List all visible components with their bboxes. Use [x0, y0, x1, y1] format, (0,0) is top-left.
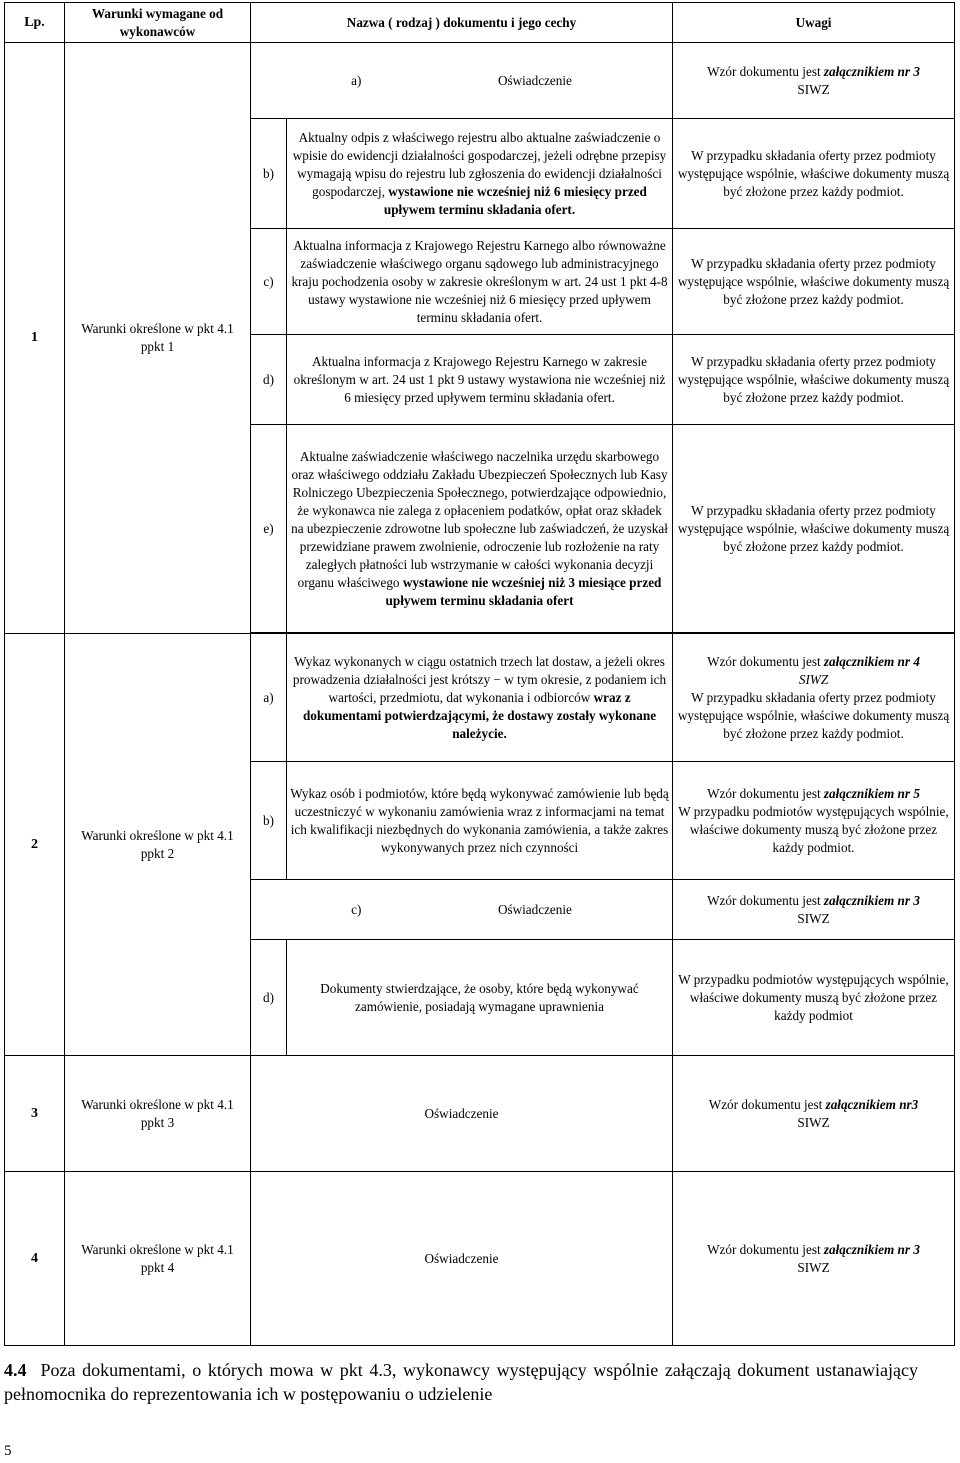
letter-2d: d): [251, 940, 287, 1056]
page-number: 5: [4, 1443, 12, 1459]
note-1a: Wzór dokumentu jest załącznikiem nr 3 SIWZ: [673, 43, 955, 119]
note-3: Wzór dokumentu jest załącznikiem nr3 SIWZ: [673, 1056, 955, 1172]
table-row: [5, 43, 955, 119]
note-2c: Wzór dokumentu jest załącznikiem nr 3 SIWZ: [673, 880, 955, 940]
letter-1d: d): [251, 335, 287, 425]
note-1e: W przypadku składania oferty przez podmioty występujące wspólnie, właściwe dokumenty muszą być złożone przez każdy podmiot.: [673, 425, 955, 633]
doc-2c-text: Oświadczenie: [497, 901, 572, 917]
documents-table: [4, 2, 955, 1346]
note-2a-attachment: załącznikiem nr 4: [823, 653, 920, 669]
letter-2c: c): [351, 901, 362, 917]
footer-paragraph: [4, 1358, 918, 1406]
letter-2b: b): [251, 762, 287, 880]
note-1d: W przypadku składania oferty przez podmioty występujące wspólnie, właściwe dokumenty muszą być złożone przez każdy podmiot.: [673, 335, 955, 425]
header-doc-name: Nazwa ( rodzaj ) dokumentu i jego cechy: [251, 3, 673, 43]
doc-1c: Aktualna informacja z Krajowego Rejestru Karnego albo równoważne zaświadczenie właściwego organu sądowego lub administracyjnego kraju pochodzenia osoby w zakresie określonym w art. 24 ust 1 pkt 4-8 ustawy wystawione nie wcześniej niż 6 miesięcy przed upływem terminu składania ofert.: [287, 229, 673, 335]
table-header-row: [5, 3, 955, 43]
table-row: [5, 1172, 955, 1346]
condition-1: Warunki określone w pkt 4.1 ppkt 1: [65, 43, 251, 634]
note-2b: Wzór dokumentu jest załącznikiem nr 5 W przypadku podmiotów występujących wspólnie, właściwe dokumenty muszą być złożone przez każdy podmiot.: [673, 762, 955, 880]
doc-1a: [251, 43, 673, 119]
doc-1d: Aktualna informacja z Krajowego Rejestru Karnego w zakresie określonym w art. 24 ust 1 pkt 9 ustawy wystawiona nie wcześniej niż 6 miesięcy przed upływem terminu składania ofert.: [287, 335, 673, 425]
letter-1a: a): [351, 72, 362, 88]
header-conditions: Warunki wymagane od wykonawców: [65, 3, 251, 43]
note-2c-attachment: załącznikiem nr 3: [823, 892, 920, 908]
note-2a: Wzór dokumentu jest załącznikiem nr 4 SIWZ W przypadku składania oferty przez podmioty występujące wspólnie, właściwe dokumenty muszą być złożone przez każdy podmiot.: [673, 634, 955, 762]
lp-3: 3: [5, 1056, 65, 1172]
letter-1c: c): [251, 229, 287, 335]
note-4: Wzór dokumentu jest załącznikiem nr 3 SIWZ: [673, 1172, 955, 1346]
letter-2a: a): [251, 634, 287, 762]
note-1b: W przypadku składania oferty przez podmioty występujące wspólnie, właściwe dokumenty muszą być złożone przez każdy podmiot.: [673, 119, 955, 229]
header-lp: Lp.: [5, 3, 65, 43]
doc-3: Oświadczenie: [251, 1056, 673, 1172]
note-2d: W przypadku podmiotów występujących wspólnie, właściwe dokumenty muszą być złożone przez każdy podmiot: [673, 940, 955, 1056]
lp-1: 1: [5, 43, 65, 634]
doc-2b: Wykaz osób i podmiotów, które będą wykonywać zamówienie lub będą uczestniczyć w wykonaniu zamówienia wraz z informacjami na temat ich kwalifikacji niezbędnych do wykonania zamówienia, a także zakres wykonywanych przez nich czynności: [287, 762, 673, 880]
footer-number: 4.4: [4, 1360, 27, 1380]
lp-2: 2: [5, 634, 65, 1056]
doc-1e: Aktualne zaświadczenie właściwego naczelnika urzędu skarbowego oraz właściwego oddziału Zakładu Ubezpieczeń Społecznych lub Kasy Rolniczego Ubezpieczenia Społecznego, potwierdzające odpowiednio, że wykonawca nie zalega z opłaceniem podatków, opłat oraz składek na ubezpieczenie zdrowotne lub społeczne lub zaświadczeń, że uzyskał przewidziane prawem zwolnienie, odroczenie lub rozłożenie na raty zaległych płatności lub wstrzymanie w całości wykonania decyzji organu właściwego wystawione nie wcześniej niż 3 miesiące przed upływem terminu składania ofert: [287, 425, 673, 633]
header-remarks: Uwagi: [673, 3, 955, 43]
doc-1b: Aktualny odpis z właściwego rejestru albo aktualne zaświadczenie o wpisie do ewidencji działalności gospodarczej, jeżeli odrębne przepisy wymagają wpisu do rejestru lub zgłoszenia do ewidencji działalności gospodarczej, wystawione nie wcześniej niż 6 miesięcy przed upływem terminu składania ofert.: [287, 119, 673, 229]
note-4-attachment: załącznikiem nr 3: [823, 1241, 920, 1257]
table-row: [5, 1056, 955, 1172]
lp-4: 4: [5, 1172, 65, 1346]
note-2b-attachment: załącznikiem nr 5: [823, 785, 920, 801]
doc-4: Oświadczenie: [251, 1172, 673, 1346]
condition-3: Warunki określone w pkt 4.1 ppkt 3: [65, 1056, 251, 1172]
doc-2d: Dokumenty stwierdzające, że osoby, które będą wykonywać zamówienie, posiadają wymagane uprawnienia: [287, 940, 673, 1056]
condition-4: Warunki określone w pkt 4.1 ppkt 4: [65, 1172, 251, 1346]
condition-2: Warunki określone w pkt 4.1 ppkt 2: [65, 634, 251, 1056]
doc-1a-text: Oświadczenie: [497, 72, 572, 88]
doc-2a: Wykaz wykonanych w ciągu ostatnich trzech lat dostaw, a jeżeli okres prowadzenia działalności jest krótszy − w tym okresie, z podaniem ich wartości, przedmiotu, dat wykonania i odbiorców wraz z dokumentami potwierdzającymi, że dostawy zostały wykonane należycie.: [287, 634, 673, 762]
note-1c: W przypadku składania oferty przez podmioty występujące wspólnie, właściwe dokumenty muszą być złożone przez każdy podmiot.: [673, 229, 955, 335]
note-3-attachment: załącznikiem nr3: [825, 1096, 919, 1112]
note-1a-attachment: załącznikiem nr 3: [823, 63, 920, 79]
doc-2c: [251, 880, 673, 940]
table-row: [5, 634, 955, 762]
letter-1e: e): [251, 425, 287, 633]
letter-1b: b): [251, 119, 287, 229]
footer-text: Poza dokumentami, o których mowa w pkt 4.3, wykonawcy występujący wspólnie załączają dokument ustanawiający pełnomocnika do reprezentowania ich w postępowaniu o udzielenie: [4, 1360, 918, 1404]
